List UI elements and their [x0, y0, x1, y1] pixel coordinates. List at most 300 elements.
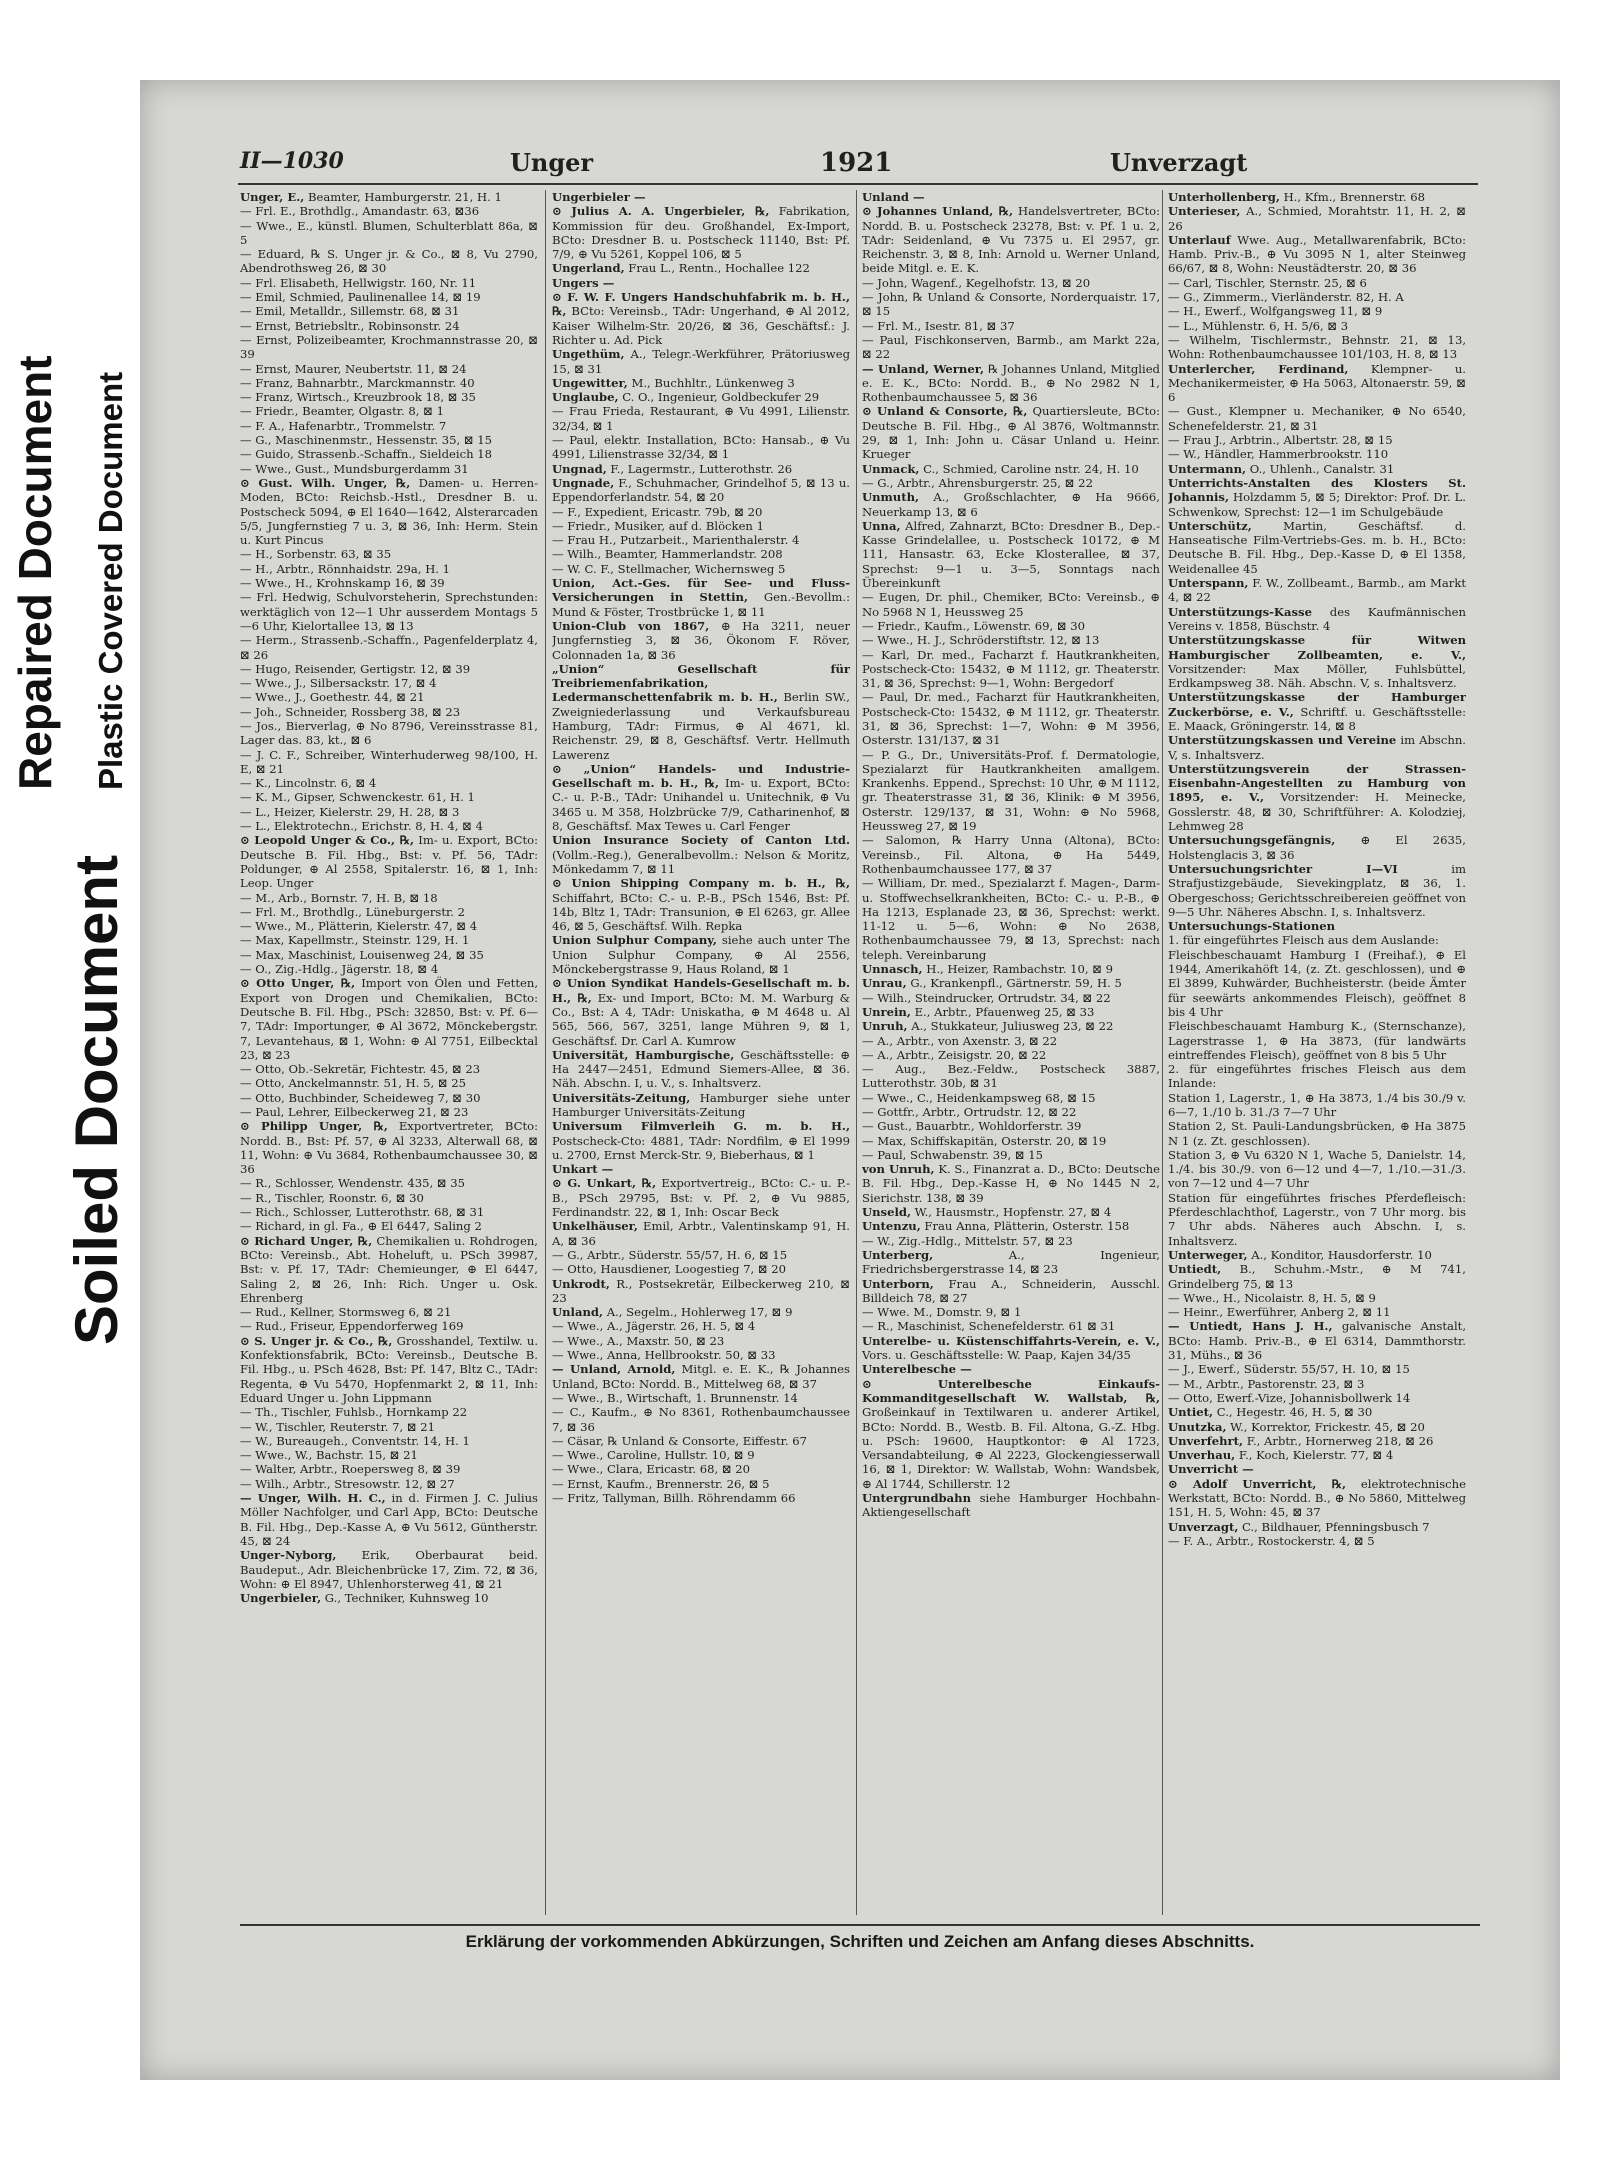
entry-text: — A., Arbtr., von Axenstr. 3, ⊠ 22	[862, 1033, 1058, 1048]
directory-entry	[862, 1305, 1160, 1319]
directory-column-3	[862, 190, 1160, 1915]
directory-entry	[552, 1434, 850, 1448]
entry-heading: Untermann,	[1168, 461, 1247, 476]
entry-text: Station 2, St. Pauli-Landungsbrücken, ⊕ Ha 3875 N 1 (z. Zt. geschlossen).	[1168, 1119, 1466, 1148]
entry-text: — R., Maschinist, Schenefelderstr. 61 ⊠ 31	[862, 1319, 1116, 1334]
entry-text: im Strafjustizgebäude, Sievekingplatz, ⊠ 36, 1. Obergeschoss; Gerichtsschreibereien geöffnet von 9—5 Uhr. Näheres Abschn. I, s. Inhaltsverz.	[1168, 861, 1466, 919]
directory-entry	[552, 505, 850, 519]
entry-heading: Union-Club von 1867,	[552, 618, 710, 633]
entry-text: — Wwe., Caroline, Hullstr. 10, ⊠ 9	[552, 1448, 755, 1463]
directory-entry	[862, 1005, 1160, 1019]
entry-text: — Friedr., Kaufm., Löwenstr. 69, ⊠ 30	[862, 618, 1086, 633]
entry-text: — A., Arbtr., Zeisigstr. 20, ⊠ 22	[862, 1047, 1047, 1062]
entry-heading: „Union“ Gesellschaft für Treibriemenfabrikation, Ledermanschettenfabrik m. b. H.,	[552, 661, 850, 705]
entry-text: — Wilh., Steindrucker, Ortrudstr. 34, ⊠ 22	[862, 990, 1111, 1005]
entry-heading: ⊙ Unland & Consorte, ℞,	[862, 404, 1028, 419]
directory-entry	[862, 633, 1160, 647]
entry-text: Vors. u. Geschäftsstelle: W. Paap, Kajen 34/35	[862, 1348, 1131, 1363]
entry-text: Holzdamm 5, ⊠ 5; Direktor: Prof. Dr. L. Schwenkow, Sprechst: 12—1 im Schulgebäude	[1168, 490, 1466, 519]
directory-entry	[1168, 476, 1466, 519]
entry-text: — Wwe., Gust., Mundsburgerdamm 31	[240, 461, 469, 476]
entry-heading: Unmack,	[862, 461, 920, 476]
entry-text: — F. A., Hafenarbtr., Trommelstr. 7	[240, 418, 447, 433]
entry-heading: ⊙ Otto Unger, ℞,	[240, 976, 356, 991]
entry-text: Chemikalien u. Rohdrogen, BCto: Vereinsb., Abt. Hoheluft, u. PSch 39987, Bst: v. Pf. 17, TAdr: Chemieunger, ⊕ El 6447, Saling 2, ⊠ 26, Inh: Rich. Unger u. Osk. Ehrenberg	[240, 1233, 538, 1305]
directory-entry	[1168, 1448, 1466, 1462]
entry-heading: Unutzka,	[1168, 1419, 1227, 1434]
directory-entry	[862, 648, 1160, 691]
abbreviation-note: Erklärung der vorkommenden Abkürzungen, Schriften und Zeichen am Anfang dieses Abschnitts.	[240, 1924, 1480, 1952]
directory-entry	[1168, 1148, 1466, 1191]
entry-heading: Union Sulphur Company,	[552, 933, 717, 948]
directory-column-4	[1168, 190, 1466, 1915]
entry-heading: ⊙ Union Syndikat Handels-Gesellschaft m. b. H., ℞,	[552, 976, 850, 1005]
entry-text: Vorsitzender: H. Meinecke, Gosslerstr. 48, ⊠ 30, Schriftführer: A. Kolodziej, Lehmweg 28	[1168, 790, 1466, 834]
entry-heading: Untersuchungsgefängnis,	[1168, 833, 1336, 848]
directory-entry	[1168, 633, 1466, 690]
entry-text: — J., Ewerf., Süderstr. 55/57, H. 10, ⊠ 15	[1168, 1362, 1410, 1377]
directory-entry	[240, 547, 538, 561]
entry-text: — W., Händler, Hammerbrookstr. 110	[1168, 447, 1389, 462]
directory-entry	[552, 1462, 850, 1476]
entry-text: Geschäftsstelle: ⊕ Ha 2447—2451, Edmund Siemers-Allee, ⊠ 36. Näh. Abschn. I, u. V., s. Inhaltsverz.	[552, 1047, 850, 1091]
directory-entry	[552, 462, 850, 476]
entry-text: — Wwe., J., Silbersackstr. 17, ⊠ 4	[240, 676, 437, 691]
directory-entry	[862, 290, 1160, 319]
entry-text: — Wwe., H. J., Schröderstiftstr. 12, ⊠ 13	[862, 633, 1100, 648]
directory-entry	[1168, 333, 1466, 362]
directory-entry	[1168, 1462, 1466, 1476]
directory-entry	[240, 919, 538, 933]
entry-text: 1. für eingeführtes Fleisch aus dem Auslande:	[1168, 933, 1439, 948]
directory-entry	[1168, 304, 1466, 318]
directory-entry	[240, 1176, 538, 1190]
entry-text: — Paul, Dr. med., Facharzt für Hautkrankheiten, Postscheck-Cto: 15432, ⊕ M 1112, gr. Theaterstr. 31, ⊠ 36, Sprechst: 1—7, Wohn: ⊕ M 3956, Osterstr. 131/137, ⊠ 31	[862, 690, 1160, 748]
entry-text: Hamburger siehe unter Hamburger Universitäts-Zeitung	[552, 1090, 850, 1119]
entry-heading: Universum Filmverleih G. m. b. H.,	[552, 1119, 850, 1134]
entry-text: — Emil, Schmied, Paulinenallee 14, ⊠ 19	[240, 290, 481, 305]
directory-entry	[552, 376, 850, 390]
directory-entry	[862, 1034, 1160, 1048]
entry-text: — Wilh., Arbtr., Stresowstr. 12, ⊠ 27	[240, 1476, 455, 1491]
entry-heading: ⊙ Unterelbesche Einkaufs-Kommanditgesellschaft W. Wallstab, ℞,	[862, 1376, 1160, 1405]
repaired-document-label: Repaired Document	[9, 355, 61, 790]
directory-entry	[1168, 1191, 1466, 1248]
directory-entry	[240, 390, 538, 404]
directory-entry	[240, 590, 538, 633]
directory-entry	[552, 876, 850, 933]
entry-text: ⊕ El 2635, Holstenglacis 3, ⊠ 36	[1168, 833, 1466, 862]
entry-text: F. W., Zollbeamt., Barmb., am Markt 4, ⊠ 22	[1168, 576, 1466, 605]
entry-heading: Unger, E.,	[240, 190, 305, 204]
header-right-word: Unverzagt	[1110, 148, 1248, 177]
directory-entry	[862, 1334, 1160, 1363]
directory-column-1	[240, 190, 538, 1915]
entry-heading: Ungerbieler,	[240, 1591, 322, 1606]
directory-entry	[552, 976, 850, 1047]
entry-text: — Paul, Lehrer, Eilbeckerweg 21, ⊠ 23	[240, 1105, 469, 1119]
entry-text: Quartiersleute, BCto: Deutsche B. Fil. Hbg., ⊕ Al 3876, Woltmannstr. 29, ⊠ 1, Inh: John u. Cäsar Unland u. Heinr. Krueger	[862, 404, 1160, 462]
entry-text: — G., Maschinenmstr., Hessenstr. 35, ⊠ 15	[240, 433, 493, 448]
entry-text: — Otto, Ob.-Sekretär, Fichtestr. 45, ⊠ 23	[240, 1062, 481, 1077]
entry-text: Im- u. Export, BCto: Deutsche B. Fil. Hbg., Bst: v. Pf. 56, TAdr: Poldunger, ⊕ Al 2558, Spitalerstr. 16, ⊠ 1, Inh: Leop. Unger	[240, 833, 538, 891]
entry-text: Wwe. Aug., Metallwarenfabrik, BCto: Hamb. Priv.-B., ⊕ Vu 3095 N 1, alter Steinweg 66/67, ⊠ 8, Wohn: Neustädterstr. 20, ⊠ 36	[1168, 232, 1466, 276]
directory-entry	[240, 1477, 538, 1491]
directory-entry	[1168, 190, 1466, 204]
directory-entry	[240, 833, 538, 890]
entry-text: 2. für eingeführtes frisches Fleisch aus dem Inlande:	[1168, 1062, 1466, 1091]
entry-heading: ⊙ „Union“ Handels- und Industrie-Gesellschaft m. b. H., ℞,	[552, 761, 850, 791]
directory-entry	[240, 190, 538, 204]
directory-entry	[552, 1491, 850, 1505]
directory-entry	[240, 462, 538, 476]
entry-text: Grosshandel, Textilw. u. Konfektionsfabrik, BCto: Vereinsb., Deutsche B. Fil. Hbg., u. PSch 4628, Bst: Pf. 147, Bltz C., TAdr: Regenta, ⊕ Vu 5470, Hopfenmarkt 2, ⊠ 11, Inh: Eduard Unger u. John Lippmann	[240, 1333, 538, 1405]
directory-entry	[240, 1491, 538, 1548]
entry-text: A., Schmied, Morahtstr. 11, H. 2, ⊠ 26	[1168, 204, 1466, 233]
entry-text: — Otto, Ewerf.-Vize, Johannisbollwerk 14	[1168, 1390, 1411, 1405]
entry-text: — M., Arb., Bornstr. 7, H. B, ⊠ 18	[240, 890, 438, 905]
directory-entry	[1168, 1248, 1466, 1262]
entry-text: — H., Ewerf., Wolfgangsweg 11, ⊠ 9	[1168, 304, 1383, 319]
entry-text: — Hugo, Reisender, Gertigstr. 12, ⊠ 39	[240, 661, 471, 676]
directory-entry	[862, 1377, 1160, 1491]
directory-entry	[1168, 862, 1466, 919]
entry-text: Postscheck-Cto: 4881, TAdr: Nordfilm, ⊕ El 1999 u. 2700, Ernst Merck-Str. 9, Bieberhaus, ⊠ 1	[552, 1133, 850, 1162]
entry-text: Schiffahrt, BCto: C.- u. P.-B., PSch 1546, Bst: Pf. 14b, Bltz 1, TAdr: Transunion, ⊕ El 6263, gr. Allee 46, ⊠ 5, Geschäftsf. Wilh. Repka	[552, 890, 850, 934]
entry-text: — Cäsar, ℞ Unland & Consorte, Eiffestr. 67	[552, 1433, 808, 1448]
entry-text: A., Konditor, Hausdorferstr. 10	[1247, 1247, 1432, 1262]
entry-text: A., Stukkateur, Juliusweg 23, ⊠ 22	[907, 1019, 1114, 1034]
directory-entry	[240, 1434, 538, 1448]
entry-text: — Otto, Buchbinder, Scheideweg 7, ⊠ 30	[240, 1090, 481, 1105]
entry-heading: — Unger, Wilh. H. C.,	[240, 1491, 386, 1506]
directory-entry	[1168, 1377, 1466, 1391]
entry-text: in d. Firmen J. C. Julius Möller Nachfolger, und Carl App, BCto: Deutsche B. Fil. Hbg., Dep.-Kasse A, ⊕ Vu 5612, Güntherstr. 45, ⊠ 24	[240, 1491, 538, 1548]
entry-text: — Herm., Strassenb.-Schaffn., Pagenfelderplatz 4, ⊠ 26	[240, 633, 538, 662]
directory-entry	[552, 1405, 850, 1434]
entry-heading: Unterspann,	[1168, 576, 1249, 591]
directory-entry	[552, 390, 850, 404]
entry-heading: Universität, Hamburgische,	[552, 1047, 735, 1062]
directory-entry	[1168, 233, 1466, 276]
directory-entry	[240, 1420, 538, 1434]
directory-entry	[552, 562, 850, 576]
entry-text: Klempner- u. Mechanikermeister, ⊕ Ha 5063, Altonaerstr. 59, ⊠ 6	[1168, 361, 1466, 405]
directory-entry	[240, 362, 538, 376]
directory-entry	[552, 547, 850, 561]
directory-entry	[240, 1076, 538, 1090]
entry-text: des Kaufmännischen Vereins v. 1858, Büschstr. 4	[1168, 604, 1466, 633]
entry-heading: Unnasch,	[862, 962, 923, 977]
entry-text: Handelsvertreter, BCto: Nordd. B. u. Postscheck 23278, Bst: v. Pf. 1 u. 2, TAdr: Seidenland, ⊕ Vu 7375 u. El 2957, gr. Reichenstr. 3, ⊠ 8, Inh: Arnold u. Werner Unland, beide Mitgl. e. E. K.	[862, 204, 1160, 276]
entry-heading: ⊙ Johannes Unland, ℞,	[862, 204, 1014, 219]
entry-text: — J. C. F., Schreiber, Winterhuderweg 98/100, H. E, ⊠ 21	[240, 747, 538, 776]
directory-entry	[240, 1591, 538, 1605]
directory-entry	[1168, 290, 1466, 304]
entry-text: — Gust., Bauarbtr., Wohldorferstr. 39	[862, 1119, 1082, 1134]
entry-heading: Unrein,	[862, 1004, 911, 1019]
directory-entry	[240, 447, 538, 461]
directory-entry	[862, 1148, 1160, 1162]
entry-text: — Ernst, Betriebsltr., Robinsonstr. 24	[240, 318, 460, 333]
directory-entry	[240, 1334, 538, 1405]
entry-text: — Ernst, Kaufm., Brennerstr. 26, ⊠ 5	[552, 1476, 770, 1491]
entry-heading: Unland —	[862, 190, 925, 204]
entry-heading: Unna,	[862, 518, 901, 533]
entry-text: — Frau J., Arbtrin., Albertstr. 28, ⊠ 15	[1168, 433, 1393, 448]
directory-entry	[1168, 833, 1466, 862]
entry-text: Berlin SW., Zweigniederlassung und Verkaufsbureau Hamburg, TAdr: Firmus, ⊕ Al 4671, kl. Reichenstr. 29, ⊠ 8, Geschäftsf. Vertr. Hellmuth Lawerenz	[552, 690, 850, 762]
entry-text: Mitgl. e. E. K., ℞ Johannes Unland, BCto: Nordd. B., Mittelweg 68, ⊠ 37	[552, 1362, 850, 1391]
directory-entry	[552, 190, 850, 204]
directory-entry	[552, 204, 850, 261]
entry-heading: Union Insurance Society of Canton Ltd.	[552, 833, 850, 848]
entry-text: BCto: Vereinsb., TAdr: Ungerhand, ⊕ Al 2012, Kaiser Wilhelm-Str. 20/26, ⊠ 36, Geschäftsf.: J. Richter u. Ad. Pick	[552, 304, 850, 347]
entry-text: — Rud., Kellner, Stormsweg 6, ⊠ 21	[240, 1305, 452, 1320]
entry-text: Beamter, Hamburgerstr. 21, H. 1	[304, 190, 502, 204]
entry-text: — L., Heizer, Kielerstr. 29, H. 28, ⊠ 3	[240, 804, 460, 819]
directory-entry	[240, 1205, 538, 1219]
entry-text: — L., Elektrotechn., Erichstr. 8, H. 4, ⊠ 4	[240, 819, 483, 834]
directory-entry	[1168, 1434, 1466, 1448]
directory-entry	[240, 705, 538, 719]
directory-entry	[1168, 519, 1466, 576]
entry-text: Station 1, Lagerstr., 1, ⊕ Ha 3873, 1./4 bis 30./9 v. 6—7, 1./10 b. 31./3 7—7 Uhr	[1168, 1090, 1466, 1119]
entry-text: — F. A., Arbtr., Rostockerstr. 4, ⊠ 5	[1168, 1533, 1375, 1548]
entry-text: — Max, Schiffskapitän, Osterstr. 20, ⊠ 19	[862, 1133, 1107, 1148]
entry-text: — K., Lincolnstr. 6, ⊠ 4	[240, 776, 377, 791]
directory-entry	[1168, 1405, 1466, 1419]
directory-entry	[862, 1048, 1160, 1062]
entry-text: Frau Anna, Plätterin, Osterstr. 158	[920, 1219, 1130, 1234]
directory-entry	[862, 1091, 1160, 1105]
entry-text: — M., Arbtr., Pastorenstr. 23, ⊠ 3	[1168, 1376, 1365, 1391]
entry-heading: Unterstützungsverein der Strassen-Eisenbahn-Angestellten zu Hamburg von 1895, e. V.,	[1168, 761, 1466, 805]
directory-entry	[240, 290, 538, 304]
entry-heading: Unterstützungs-Kasse	[1168, 604, 1312, 619]
directory-entry	[240, 748, 538, 777]
directory-entry	[1168, 1319, 1466, 1362]
entry-heading: Unterstützungskasse der Hamburger Zuckerbörse, e. V.,	[1168, 690, 1466, 719]
directory-entry	[552, 1305, 850, 1319]
directory-entry	[862, 204, 1160, 275]
entry-heading: Unkrodt,	[552, 1276, 610, 1291]
entry-heading: Unmuth,	[862, 490, 920, 505]
entry-text: A., Ingenieur, Friedrichsbergerstrasse 14, ⊠ 23	[862, 1247, 1160, 1277]
entry-text: — Heinr., Ewerführer, Anberg 2, ⊠ 11	[1168, 1305, 1391, 1320]
entry-text: — Paul, Fischkonserven, Barmb., am Markt 22a, ⊠ 22	[862, 332, 1160, 362]
entry-text: — Wwe., Clara, Ericastr. 68, ⊠ 20	[552, 1462, 750, 1477]
directory-entry	[240, 247, 538, 276]
directory-entry	[552, 533, 850, 547]
entry-text: — Friedr., Beamter, Olgastr. 8, ⊠ 1	[240, 404, 444, 419]
directory-entry	[1168, 690, 1466, 733]
entry-text: Fabrikation, Kommission für deu. Großhandel, Ex-Import, BCto: Dresdner B. u. Postscheck 11140, Bst: Pf. 7/9, ⊕ Vu 5261, Koppel 106, ⊠ 5	[552, 204, 850, 262]
entry-text: siehe auch unter The Union Sulphur Company, ⊕ Al 2556, Mönckebergstrasse 9, Haus Roland, ⊠ 1	[552, 933, 850, 977]
entry-heading: Untiet,	[1168, 1405, 1214, 1420]
entry-text: — Wilhelm, Tischlermstr., Behnstr. 21, ⊠ 13, Wohn: Rothenbaumchaussee 101/103, H. 8, ⊠ 13	[1168, 332, 1466, 362]
directory-entry	[240, 948, 538, 962]
directory-entry	[240, 304, 538, 318]
directory-entry	[1168, 404, 1466, 433]
directory-entry	[1168, 319, 1466, 333]
entry-heading: — Unland, Werner,	[862, 361, 985, 376]
directory-entry	[552, 933, 850, 976]
directory-entry	[240, 690, 538, 704]
entry-text: G., Techniker, Kuhnsweg 10	[321, 1591, 489, 1606]
entry-text: — W., Bureaugeh., Conventstr. 14, H. 1	[240, 1433, 470, 1448]
directory-entry	[862, 1162, 1160, 1205]
directory-entry	[862, 876, 1160, 962]
entry-text: — O., Zig.-Hdlg., Jägerstr. 18, ⊠ 4	[240, 962, 439, 977]
entry-text: E., Arbtr., Pfauenweg 25, ⊠ 33	[910, 1004, 1095, 1019]
entry-heading: Untergrundbahn	[862, 1491, 972, 1506]
entry-text: — W., Zig.-Hdlg., Mittelstr. 57, ⊠ 23	[862, 1233, 1073, 1248]
directory-entry	[552, 1391, 850, 1405]
directory-entry	[240, 776, 538, 790]
entry-heading: ⊙ Richard Unger, ℞,	[240, 1233, 373, 1248]
directory-entry	[1168, 1534, 1466, 1548]
entry-text: K. S., Finanzrat a. D., BCto: Deutsche B. Fil. Hbg., Dep.-Kasse H, ⊕ No 1445 N 2, Sierichstr. 138, ⊠ 39	[862, 1162, 1160, 1205]
entry-text: — Gottfr., Arbtr., Ortrudstr. 12, ⊠ 22	[862, 1105, 1077, 1119]
entry-heading: — Untiedt, Hans J. H.,	[1168, 1319, 1333, 1334]
entry-text: Fleischbeschauamt Hamburg I (Freihaf.), ⊕ El 1944, Amerikahöft 14, (z. Zt. geschlossen), und ⊕ El 3899, Kuhwärder, Buchheisterstr. (beide Ämter für seewärts ankommendes Fleisch), geöffnet 8 bis 4 Uhr	[1168, 947, 1466, 1019]
entry-text: F., Koch, Kielerstr. 77, ⊠ 4	[1235, 1448, 1394, 1463]
directory-entry	[240, 1119, 538, 1176]
entry-text: — Max, Kapellmstr., Steinstr. 129, H. 1	[240, 933, 470, 948]
entry-heading: Ungerbieler —	[552, 190, 646, 204]
entry-heading: Untersuchungs-Stationen	[1168, 919, 1336, 934]
entry-heading: Ungnad,	[552, 461, 607, 476]
entry-text: — K. M., Gipser, Schwenckestr. 61, H. 1	[240, 790, 475, 805]
entry-text: Damen- u. Herren-Moden, BCto: Reichsb.-Hstl., Dresdner B. u. Postscheck 5094, ⊕ El 1640—1642, Alsterarcaden 5/5, Jungfernstieg 7 u. 3, ⊠ 36, Inh: Herm. Stein u. Kurt Pincus	[240, 475, 538, 548]
entry-text: A., Segelm., Hohlerweg 17, ⊠ 9	[603, 1305, 793, 1320]
entry-text: — Wwe., M., Plätterin, Kielerstr. 47, ⊠ 4	[240, 919, 478, 934]
entry-heading: Unruh,	[862, 1019, 908, 1034]
directory-entry	[552, 576, 850, 619]
directory-entry	[1168, 1362, 1466, 1376]
entry-heading: ⊙ Philipp Unger, ℞,	[240, 1119, 388, 1134]
entry-text: — John, ℞ Unland & Consorte, Norderquaistr. 17, ⊠ 15	[862, 290, 1160, 319]
entry-text: — Franz, Bahnarbtr., Marckmannstr. 40	[240, 375, 475, 390]
entry-heading: Unterstützungskassen und Vereine	[1168, 733, 1397, 748]
entry-text: — Paul, Schwabenstr. 39, ⊠ 15	[862, 1147, 1044, 1162]
entry-text: — Wwe., W., Bachstr. 15, ⊠ 21	[240, 1448, 418, 1463]
directory-entry	[1168, 605, 1466, 634]
entry-heading: Unverzagt,	[1168, 1519, 1239, 1534]
entry-text: — Richard, in gl. Fa., ⊕ El 6447, Saling 2	[240, 1219, 482, 1234]
entry-text: — Rich., Schlosser, Lutterothstr. 68, ⊠ 31	[240, 1205, 485, 1220]
directory-entry	[552, 404, 850, 433]
entry-text: — Wwe., H., Nicolaistr. 8, H. 5, ⊠ 9	[1168, 1290, 1376, 1305]
directory-entry	[862, 1205, 1160, 1219]
directory-entry	[240, 1219, 538, 1233]
entry-heading: ⊙ Union Shipping Company m. b. H., ℞,	[552, 876, 850, 891]
entry-heading: Unterberg,	[862, 1247, 934, 1262]
plastic-covered-label: Plastic Covered Document	[92, 371, 129, 790]
header-left-word: Unger	[510, 148, 594, 177]
directory-entry	[1168, 576, 1466, 605]
entry-heading: Unterborn,	[862, 1276, 934, 1291]
entry-text: elektrotechnische Werkstatt, BCto: Nordd. B., ⊕ No 5860, Mittelweg 151, H. 5, Wohn: 45, ⊠ 37	[1168, 1476, 1466, 1520]
directory-entry	[240, 1062, 538, 1076]
entry-text: — John, Wagenf., Kegelhofstr. 13, ⊠ 20	[862, 275, 1091, 290]
entry-heading: ⊙ Adolf Unverricht, ℞,	[1168, 1476, 1347, 1491]
header-year: 1921	[820, 148, 893, 178]
directory-entry	[552, 1048, 850, 1091]
entry-text: — F., Expedient, Ericastr. 79b, ⊠ 20	[552, 504, 763, 519]
directory-entry	[552, 1319, 850, 1333]
directory-entry	[1168, 1420, 1466, 1434]
entry-text: W., Hausmstr., Hopfenstr. 27, ⊠ 4	[911, 1205, 1112, 1220]
directory-entry	[552, 476, 850, 505]
directory-entry	[1168, 1091, 1466, 1120]
entry-heading: Unterrichts-Anstalten des Klosters St. Johannis,	[1168, 475, 1466, 505]
entry-text: (Vollm.-Reg.), Generalbevollm.: Nelson & Moritz, Mönkedamm 7, ⊠ 11	[552, 847, 850, 876]
entry-text: — William, Dr. med., Spezialarzt f. Magen-, Darm- u. Stoffwechselkrankheiten, BCto: C.- u. P.-B., ⊕ Ha 1213, Esplanade 23, ⊠ 36, Sprechst: werkt. 11-12 u. 5—6, Wohn: ⊕ No 2638, Rothenbaumchaussee 79, ⊠ 13, Sprechst: nach teleph. Vereinbarung	[862, 876, 1160, 962]
entry-text: — Gust., Klempner u. Mechaniker, ⊕ No 6540, Schenefelderstr. 21, ⊠ 31	[1168, 404, 1466, 433]
entry-text: — G., Arbtr., Süderstr. 55/57, H. 6, ⊠ 15	[552, 1247, 788, 1262]
directory-entry	[1168, 276, 1466, 290]
directory-entry	[862, 833, 1160, 876]
directory-entry	[862, 1219, 1160, 1233]
entry-heading: Ungers —	[552, 275, 615, 290]
entry-text: — Wwe., Anna, Hellbrookstr. 50, ⊠ 33	[552, 1348, 776, 1363]
directory-entry	[1168, 462, 1466, 476]
directory-entry	[1168, 933, 1466, 947]
directory-entry	[862, 333, 1160, 362]
entry-text: — R., Schlosser, Wendenstr. 435, ⊠ 35	[240, 1176, 466, 1191]
directory-entry	[240, 419, 538, 433]
entry-text: R., Postsekretär, Eilbeckerweg 210, ⊠ 23	[552, 1276, 850, 1305]
directory-entry	[240, 576, 538, 590]
directory-entry	[240, 905, 538, 919]
directory-entry	[552, 1448, 850, 1462]
entry-heading: Universitäts-Zeitung,	[552, 1090, 691, 1105]
header-rule	[238, 183, 1478, 185]
entry-text: — Frau Frieda, Restaurant, ⊕ Vu 4991, Lilienstr. 32/34, ⊠ 1	[552, 404, 850, 433]
directory-entry	[862, 1019, 1160, 1033]
entry-text: — L., Mühlenstr. 6, H. 5/6, ⊠ 3	[1168, 318, 1349, 333]
entry-text: — Wwe., C., Heidenkampsweg 68, ⊠ 15	[862, 1090, 1096, 1105]
entry-heading: Unger-Nyborg,	[240, 1548, 337, 1563]
entry-text: — G., Zimmerm., Vierländerstr. 82, H. A	[1168, 290, 1404, 305]
entry-text: — Wwe., A., Maxstr. 50, ⊠ 23	[552, 1333, 725, 1348]
entry-text: ℞ Johannes Unland, Mitglied e. E. K., BCto: Nordd. B., ⊕ No 2982 N 1, Rothenbaumchaussee 5, ⊠ 36	[862, 361, 1160, 405]
entry-text: — Friedr., Musiker, auf d. Blöcken 1	[552, 518, 764, 533]
entry-text: B., Schuhm.-Mstr., ⊕ M 741, Grindelberg 75, ⊠ 13	[1168, 1262, 1466, 1291]
page-header	[240, 148, 1480, 188]
directory-entry	[1168, 204, 1466, 233]
directory-entry	[552, 347, 850, 376]
entry-heading: Ungethüm,	[552, 347, 625, 362]
directory-entry	[552, 1477, 850, 1491]
entry-text: — Fritz, Tallyman, Billh. Röhrendamm 66	[552, 1491, 796, 1506]
entry-heading: Untersuchungsrichter I—VI	[1168, 861, 1398, 876]
entry-text: Schriftf. u. Geschäftsstelle: E. Maack, Gröningerstr. 14, ⊠ 8	[1168, 704, 1466, 733]
entry-heading: Ungewitter,	[552, 375, 628, 390]
directory-entry	[240, 1405, 538, 1419]
entry-heading: Unterelbe- u. Küstenschiffahrts-Verein, e. V.,	[862, 1333, 1160, 1348]
directory-entry	[862, 748, 1160, 834]
directory-entry	[240, 719, 538, 748]
directory-entry	[862, 462, 1160, 476]
entry-text: Vorsitzender: Max Möller, Fuhlsbüttel, Erdkampsweg 38. Näh. Abschn. V, s. Inhaltsverz.	[1168, 661, 1466, 691]
entry-text: Frau L., Rentn., Hochallee 122	[624, 261, 810, 276]
entry-heading: Unterieser,	[1168, 204, 1241, 219]
entry-text: C., Bildhauer, Pfenningsbusch 7	[1238, 1519, 1430, 1534]
directory-entry	[552, 762, 850, 833]
